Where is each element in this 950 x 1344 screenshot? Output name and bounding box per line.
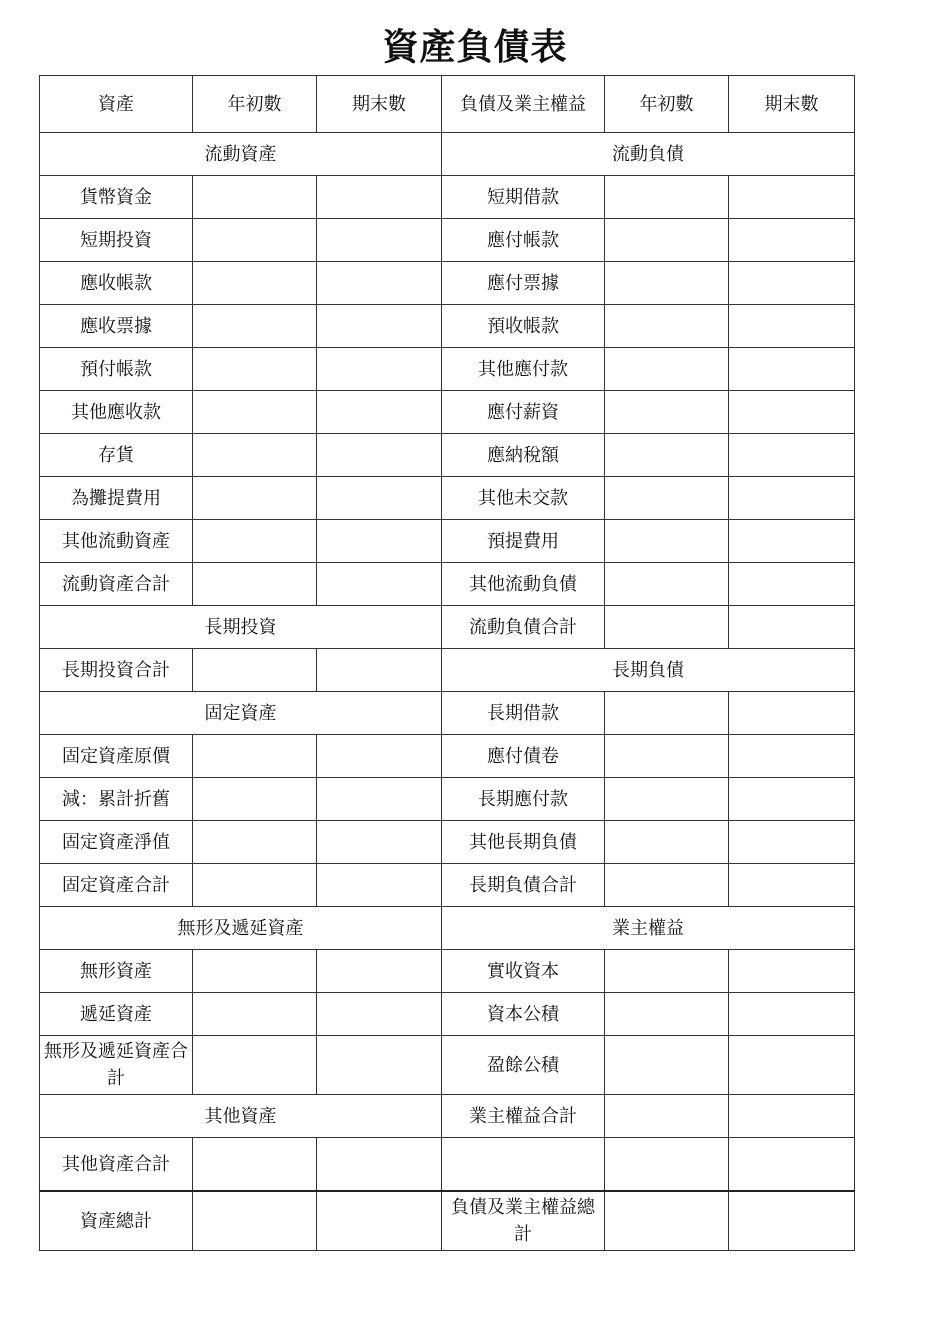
asset-begin-value-cell[interactable] [193,649,317,692]
liability-end-value-cell[interactable] [729,1095,855,1138]
table-row [40,520,855,563]
liability-section-heading: 長期負債 [442,649,855,692]
asset-item-label: 減：累計折舊 [40,778,193,821]
asset-end-value-cell[interactable] [317,821,442,864]
asset-end-value-cell[interactable] [317,735,442,778]
liability-end-value-cell[interactable] [729,391,855,434]
liability-section-heading: 業主權益 [442,907,855,950]
liability-item-label [442,1138,605,1192]
asset-begin-value-cell[interactable] [193,993,317,1036]
table-row [40,950,855,993]
liability-end-value-cell[interactable] [729,606,855,649]
asset-begin-value-cell[interactable] [193,864,317,907]
header-assets: 資產 [40,76,193,133]
table-row [40,1138,855,1192]
asset-begin-value-cell[interactable] [193,262,317,305]
liability-end-value-cell[interactable] [729,692,855,735]
table-row [40,262,855,305]
liability-item-label: 短期借款 [442,176,605,219]
asset-item-label: 應收帳款 [40,262,193,305]
liability-item-label: 應納稅額 [442,434,605,477]
liability-begin-value-cell[interactable] [605,520,729,563]
liability-begin-value-cell[interactable] [605,391,729,434]
table-row [40,649,855,692]
liability-begin-value-cell[interactable] [605,778,729,821]
liability-begin-value-cell[interactable] [605,176,729,219]
liability-end-value-cell[interactable] [729,864,855,907]
asset-begin-value-cell[interactable] [193,520,317,563]
liability-begin-value-cell[interactable] [605,993,729,1036]
liability-begin-value-cell[interactable] [605,477,729,520]
liability-end-value-cell[interactable] [729,778,855,821]
liability-begin-value-cell[interactable] [605,563,729,606]
asset-item-label: 其他流動資產 [40,520,193,563]
table-row [40,176,855,219]
asset-begin-value-cell[interactable] [193,219,317,262]
asset-end-value-cell[interactable] [317,176,442,219]
asset-item-label: 無形及遞延資產合計 [40,1036,193,1095]
liability-item-label: 其他應付款 [442,348,605,391]
asset-end-value-cell[interactable] [317,434,442,477]
asset-begin-value-cell[interactable] [193,1036,317,1095]
asset-end-value-cell[interactable] [317,649,442,692]
liability-end-value-cell[interactable] [729,1036,855,1095]
liability-begin-value-cell[interactable] [605,305,729,348]
asset-begin-value-cell[interactable] [193,950,317,993]
liability-item-label: 長期借款 [442,692,605,735]
asset-begin-value-cell[interactable] [193,391,317,434]
table-row [40,348,855,391]
liability-item-label: 長期應付款 [442,778,605,821]
liability-item-label: 其他流動負債 [442,563,605,606]
asset-end-value-cell[interactable] [317,864,442,907]
asset-begin-value-cell[interactable] [193,477,317,520]
table-row [40,434,855,477]
liability-end-value-cell[interactable] [729,821,855,864]
asset-begin-value-cell[interactable] [193,1191,317,1251]
header-end-liabilities: 期末數 [729,76,855,133]
liability-item-label: 業主權益合計 [442,1095,605,1138]
liability-begin-value-cell[interactable] [605,950,729,993]
asset-begin-value-cell[interactable] [193,1138,317,1192]
table-row [40,305,855,348]
table-row [40,477,855,520]
table-row [40,692,855,735]
liability-begin-value-cell[interactable] [605,348,729,391]
asset-end-value-cell[interactable] [317,262,442,305]
table-row [40,1036,855,1095]
balance-sheet-table [39,75,855,1251]
asset-item-label: 應收票據 [40,305,193,348]
liability-end-value-cell[interactable] [729,1138,855,1192]
asset-end-value-cell[interactable] [317,563,442,606]
liability-item-label: 負債及業主權益總計 [442,1191,605,1251]
liability-section-heading: 流動負債 [442,133,855,176]
liability-item-label: 長期負債合計 [442,864,605,907]
liability-end-value-cell[interactable] [729,176,855,219]
asset-item-label: 無形資產 [40,950,193,993]
table-row [40,219,855,262]
asset-end-value-cell[interactable] [317,1036,442,1095]
asset-begin-value-cell[interactable] [193,176,317,219]
liability-item-label: 應付債卷 [442,735,605,778]
liability-begin-value-cell[interactable] [605,821,729,864]
liability-end-value-cell[interactable] [729,735,855,778]
asset-end-value-cell[interactable] [317,219,442,262]
liability-begin-value-cell[interactable] [605,262,729,305]
liability-begin-value-cell[interactable] [605,735,729,778]
liability-end-value-cell[interactable] [729,348,855,391]
asset-end-value-cell[interactable] [317,778,442,821]
liability-end-value-cell[interactable] [729,950,855,993]
liability-begin-value-cell[interactable] [605,219,729,262]
asset-begin-value-cell[interactable] [193,348,317,391]
liability-item-label: 應付票據 [442,262,605,305]
liability-begin-value-cell[interactable] [605,1191,729,1251]
liability-begin-value-cell[interactable] [605,1138,729,1192]
asset-end-value-cell[interactable] [317,391,442,434]
liability-end-value-cell[interactable] [729,520,855,563]
liability-item-label: 實收資本 [442,950,605,993]
liability-item-label: 其他未交款 [442,477,605,520]
table-row [40,907,855,950]
asset-section-heading: 其他資產 [40,1095,442,1138]
asset-item-label: 貨幣資金 [40,176,193,219]
asset-item-label: 資產總計 [40,1191,193,1251]
table-row [40,821,855,864]
asset-item-label: 短期投資 [40,219,193,262]
asset-end-value-cell[interactable] [317,1138,442,1192]
liability-begin-value-cell[interactable] [605,1036,729,1095]
table-row [40,563,855,606]
asset-begin-value-cell[interactable] [193,778,317,821]
asset-begin-value-cell[interactable] [193,821,317,864]
liability-end-value-cell[interactable] [729,434,855,477]
header-begin-assets: 年初數 [193,76,317,133]
asset-item-label: 其他資產合計 [40,1138,193,1192]
balance-sheet-body [40,76,855,1251]
liability-end-value-cell[interactable] [729,219,855,262]
asset-begin-value-cell[interactable] [193,305,317,348]
asset-end-value-cell[interactable] [317,993,442,1036]
table-row [40,1095,855,1138]
asset-section-heading: 固定資產 [40,692,442,735]
asset-item-label: 其他應收款 [40,391,193,434]
asset-item-label: 流動資產合計 [40,563,193,606]
liability-end-value-cell[interactable] [729,563,855,606]
liability-item-label: 應付薪資 [442,391,605,434]
table-row [40,133,855,176]
table-row [40,735,855,778]
liability-item-label: 預提費用 [442,520,605,563]
liability-begin-value-cell[interactable] [605,434,729,477]
asset-section-heading: 流動資產 [40,133,442,176]
liability-end-value-cell[interactable] [729,305,855,348]
liability-begin-value-cell[interactable] [605,1095,729,1138]
liability-item-label: 應付帳款 [442,219,605,262]
asset-item-label: 長期投資合計 [40,649,193,692]
asset-end-value-cell[interactable] [317,305,442,348]
asset-item-label: 存貨 [40,434,193,477]
liability-end-value-cell[interactable] [729,993,855,1036]
liability-end-value-cell[interactable] [729,1191,855,1251]
liability-item-label: 流動負債合計 [442,606,605,649]
liability-item-label: 預收帳款 [442,305,605,348]
asset-item-label: 固定資產合計 [40,864,193,907]
asset-begin-value-cell[interactable] [193,735,317,778]
asset-begin-value-cell[interactable] [193,563,317,606]
table-row [40,864,855,907]
liability-begin-value-cell[interactable] [605,864,729,907]
asset-section-heading: 無形及遞延資產 [40,907,442,950]
asset-item-label: 固定資產淨值 [40,821,193,864]
asset-end-value-cell[interactable] [317,477,442,520]
table-row [40,606,855,649]
asset-end-value-cell[interactable] [317,348,442,391]
table-row [40,993,855,1036]
liability-begin-value-cell[interactable] [605,692,729,735]
asset-section-heading: 長期投資 [40,606,442,649]
liability-end-value-cell[interactable] [729,262,855,305]
header-begin-liabilities: 年初數 [605,76,729,133]
header-liabilities-equity: 負債及業主權益 [442,76,605,133]
asset-item-label: 固定資產原價 [40,735,193,778]
asset-begin-value-cell[interactable] [193,434,317,477]
liability-item-label: 資本公積 [442,993,605,1036]
table-row [40,778,855,821]
page-title: 資產負債表 [382,27,568,68]
liability-item-label: 其他長期負債 [442,821,605,864]
header-end-assets: 期末數 [317,76,442,133]
liability-begin-value-cell[interactable] [605,606,729,649]
asset-item-label: 遞延資產 [40,993,193,1036]
asset-end-value-cell[interactable] [317,950,442,993]
table-row [40,391,855,434]
asset-item-label: 為攤提費用 [40,477,193,520]
asset-end-value-cell[interactable] [317,1191,442,1251]
table-row [40,1191,855,1251]
asset-item-label: 預付帳款 [40,348,193,391]
asset-end-value-cell[interactable] [317,520,442,563]
liability-item-label: 盈餘公積 [442,1036,605,1095]
liability-end-value-cell[interactable] [729,477,855,520]
table-header-row [40,76,855,133]
